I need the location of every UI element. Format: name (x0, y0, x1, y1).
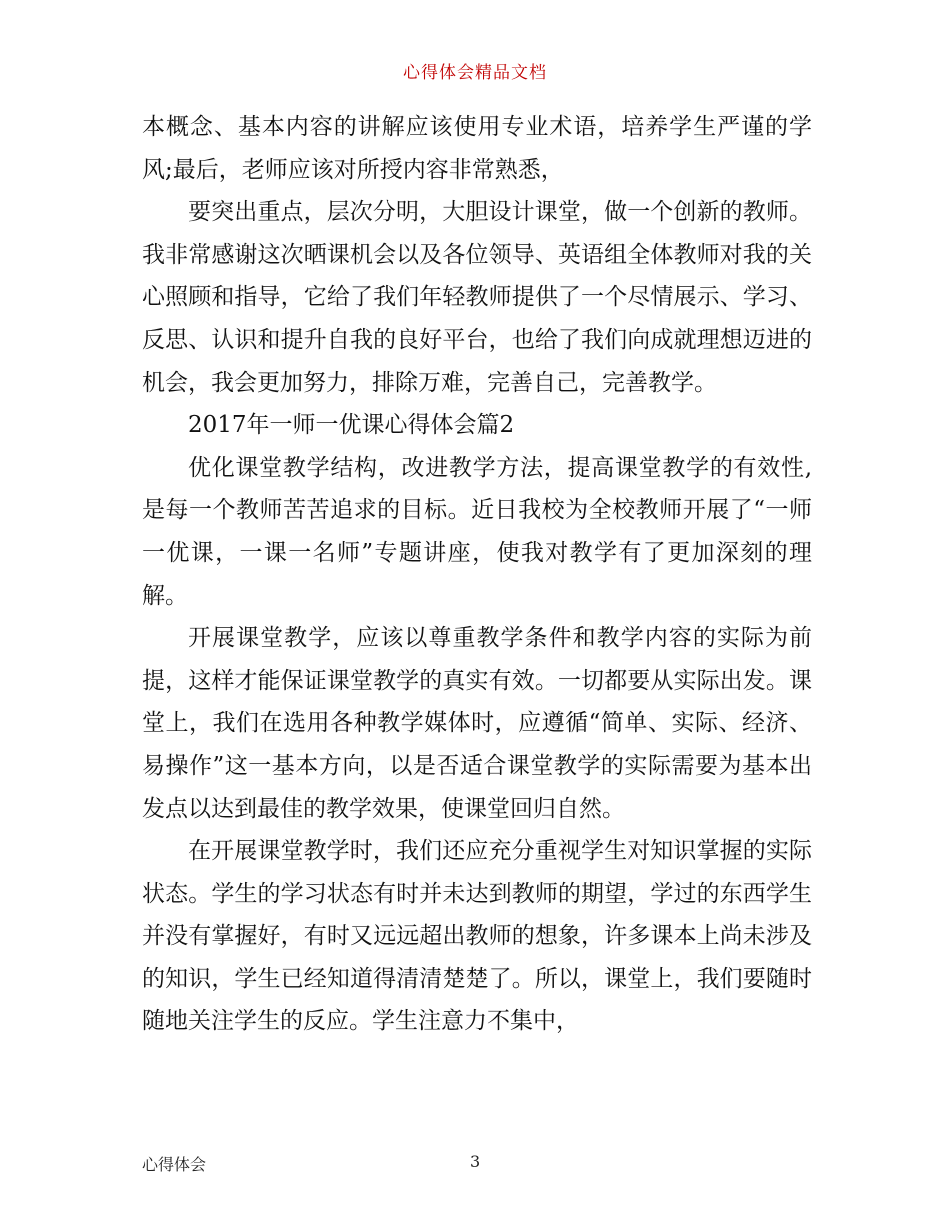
page-number: 3 (470, 1152, 481, 1171)
section-heading: 2017年一师一优课心得体会篇2 (188, 412, 515, 439)
paragraph: 优化课堂教学结构，改进教学方法，提高课堂教学的有效性,是每一个教师苦苦追求的目标。近日我校为全校教师开展了“一师一优课，一课一名师”专题讲座，使我对教学有了更加深刻的理解。 (142, 454, 812, 609)
footer-label: 心得体会 (142, 1155, 207, 1174)
paragraph: 在开展课堂教学时，我们还应充分重视学生对知识掌握的实际状态。学生的学习状态有时并未达到教师的期望，学过的东西学生并没有掌握好，有时又远远超出教师的想象，许多课本上尚未涉及的知识，学生已经知道得清清楚楚了。所以，课堂上，我们要随时随地关注学生的反应。学生注意力不集中， (142, 838, 812, 1035)
page-header-title: 心得体会精品文档 (403, 63, 547, 83)
document-body (142, 106, 812, 1043)
paragraph: 要突出重点，层次分明，大胆设计课堂，做一个创新的教师。 我非常感谢这次晒课机会以及各位领导、英语组全体教师对我的关心照顾和指导，它给了我们年轻教师提供了一个尽情展示、学习、反思、认识和提升自我的良好平台，也给了我们向成就理想迈进的机会，我会更加努力，排除万难，完善自己，完善教学。 (142, 199, 812, 396)
paragraph: 开展课堂教学，应该以尊重教学条件和教学内容的实际为前提，这样才能保证课堂教学的真实有效。一切都要从实际出发。课堂上，我们在选用各种教学媒体时，应遵循“简单、实际、经济、易操作”这一基本方向，以是否适合课堂教学的实际需要为基本出发点以达到最佳的教学效果，使课堂回归自然。 (142, 625, 812, 822)
paragraph: 本概念、基本内容的讲解应该使用专业术语，培养学生严谨的学风;最后，老师应该对所授内容非常熟悉， (142, 114, 812, 183)
